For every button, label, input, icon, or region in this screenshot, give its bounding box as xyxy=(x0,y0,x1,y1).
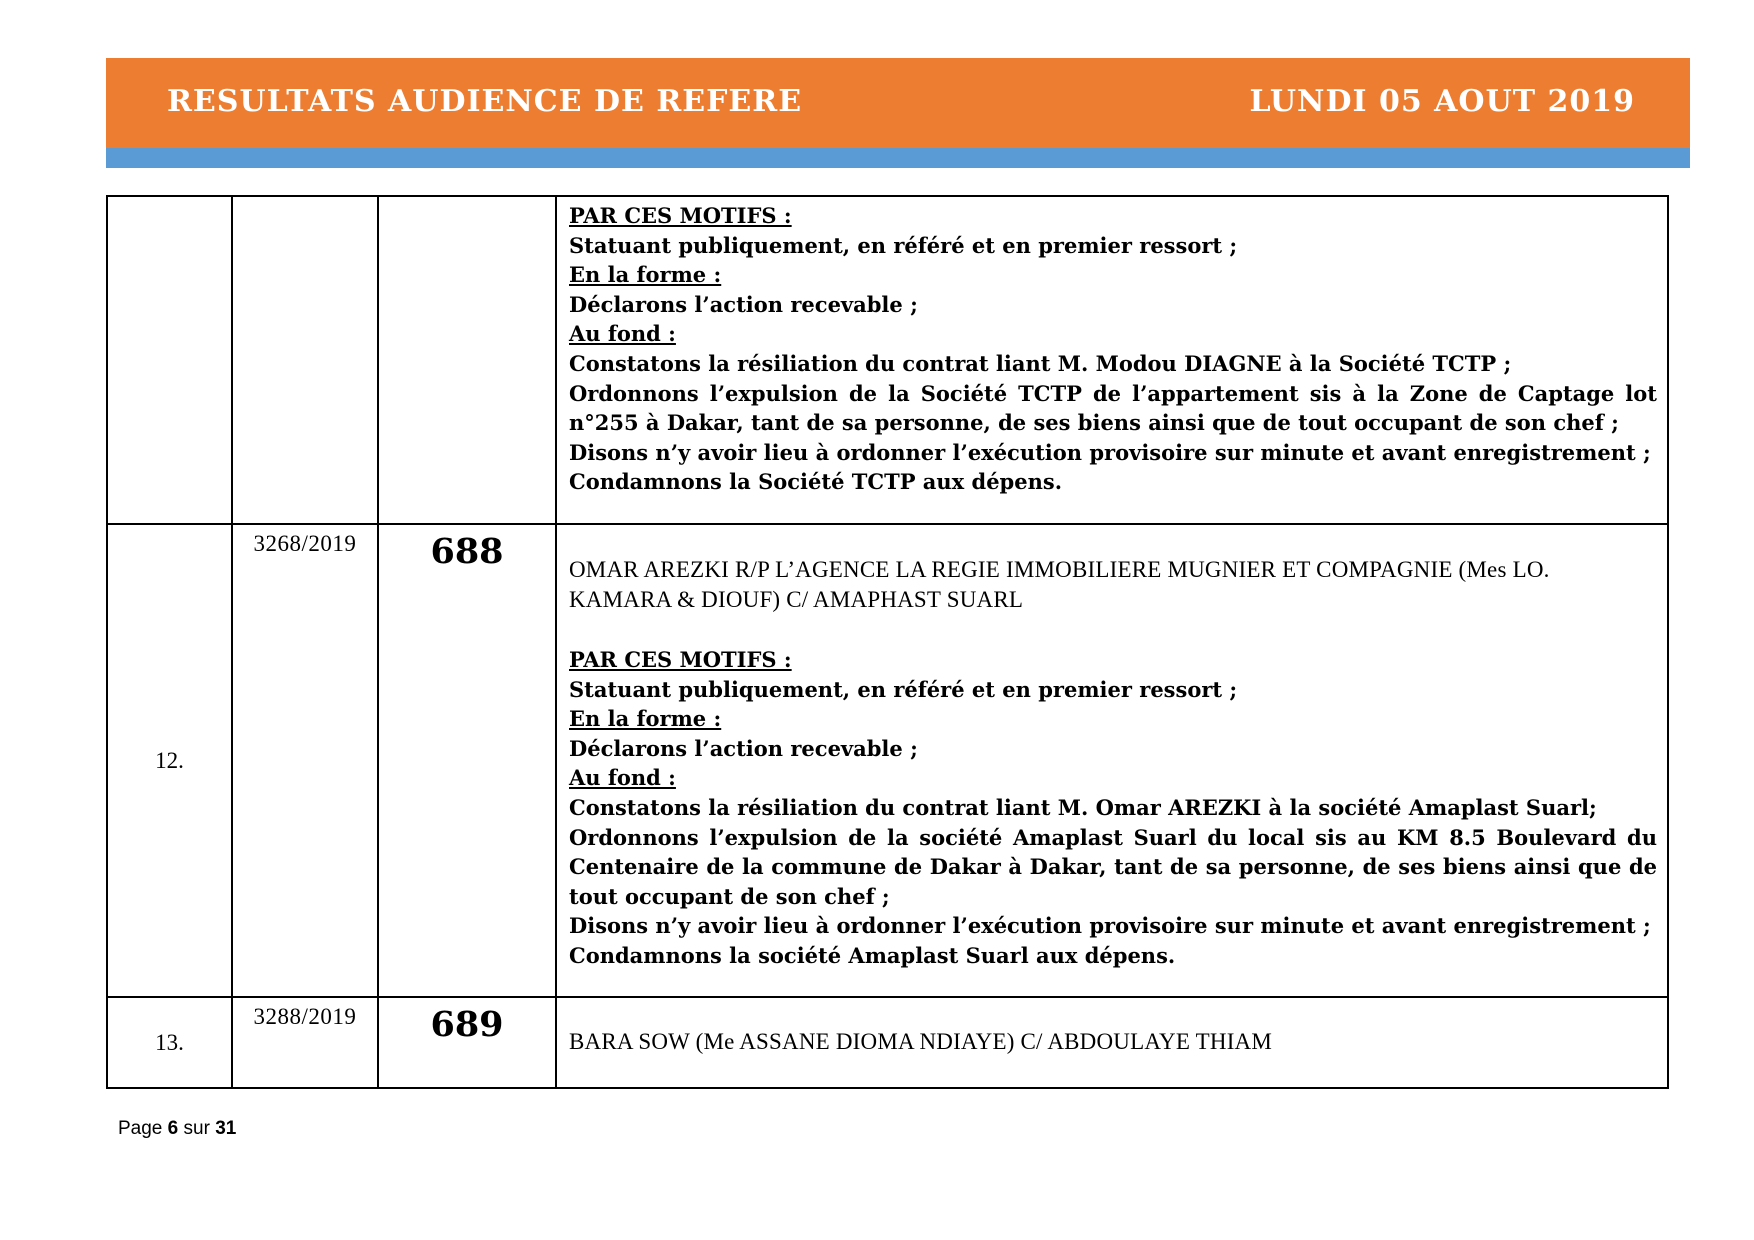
fond-line-1: Constatons la résiliation du contrat liant M. Omar AREZKI à la société Amaplast Suarl; xyxy=(569,794,1597,820)
statuant-line: Statuant publiquement, en référé et en premier ressort ; xyxy=(569,676,1238,702)
forme-line: Déclarons l’action recevable ; xyxy=(569,291,918,317)
case-parties: OMAR AREZKI R/P L’AGENCE LA REGIE IMMOBILIERE MUGNIER ET COMPAGNIE (Mes LO. KAMARA & DIOUF) C/ AMAPHAST SUARL xyxy=(569,557,1550,612)
forme-heading: En la forme : xyxy=(569,706,722,732)
role-number xyxy=(232,196,378,524)
ordonnance-number: 689 xyxy=(378,997,556,1088)
motifs-heading: PAR CES MOTIFS : xyxy=(569,647,792,672)
case-number: 12. xyxy=(107,524,232,997)
fond-line-1: Constatons la résiliation du contrat liant M. Modou DIAGNE à la Société TCTP ; xyxy=(569,350,1512,376)
page-prefix: Page xyxy=(118,1118,163,1139)
case-content xyxy=(556,997,1668,1088)
page-footer xyxy=(118,1118,236,1140)
spacer xyxy=(569,615,1657,645)
page-title: RESULTATS AUDIENCE DE REFERE xyxy=(167,84,803,119)
forme-heading: En la forme : xyxy=(569,262,722,288)
header-accent-strip xyxy=(106,148,1690,168)
motifs-heading: PAR CES MOTIFS : xyxy=(569,203,792,228)
ordonnance-number: 688 xyxy=(378,524,556,997)
results-table xyxy=(106,195,1669,1089)
table-row xyxy=(107,196,1668,524)
total-pages: 31 xyxy=(215,1118,237,1139)
fond-line-3: Disons n’y avoir lieu à ordonner l’exécution provisoire sur minute et avant enregistrement ; xyxy=(569,439,1651,465)
fond-line-4: Condamnons la Société TCTP aux dépens. xyxy=(569,469,1063,495)
ordonnance-number xyxy=(378,196,556,524)
role-number: 3268/2019 xyxy=(232,524,378,997)
forme-line: Déclarons l’action recevable ; xyxy=(569,735,918,761)
fond-line-2: Ordonnons l’expulsion de la société Amaplast Suarl du local sis au KM 8.5 Boulevard du Centenaire de la commune de Dakar à Dakar, tant de sa personne, de ses biens ainsi que de tout occupant de son chef ; xyxy=(569,824,1657,909)
fond-line-2: Ordonnons l’expulsion de la Société TCTP de l’appartement sis à la Zone de Captage lot n°255 à Dakar, tant de sa personne, de ses biens ainsi que de tout occupant de son chef ; xyxy=(569,380,1657,436)
fond-line-3: Disons n’y avoir lieu à ordonner l’exécution provisoire sur minute et avant enregistrement ; xyxy=(569,913,1651,939)
fond-heading: Au fond : xyxy=(569,321,676,347)
case-parties: BARA SOW (Me ASSANE DIOMA NDIAYE) C/ ABDOULAYE THIAM xyxy=(569,1028,1273,1054)
case-content xyxy=(556,524,1668,997)
fond-heading: Au fond : xyxy=(569,765,676,791)
table-row xyxy=(107,524,1668,997)
decision-block xyxy=(569,645,1657,971)
current-page: 6 xyxy=(167,1118,179,1139)
page-sur: sur xyxy=(183,1118,210,1139)
spacer xyxy=(569,529,1657,555)
table-row xyxy=(107,997,1668,1088)
case-content xyxy=(556,196,1668,524)
statuant-line: Statuant publiquement, en référé et en premier ressort ; xyxy=(569,232,1238,258)
case-number xyxy=(107,196,232,524)
hearing-date: LUNDI 05 AOUT 2019 xyxy=(1249,84,1635,119)
fond-line-4: Condamnons la société Amaplast Suarl aux dépens. xyxy=(569,942,1176,968)
case-number: 13. xyxy=(107,997,232,1088)
role-number: 3288/2019 xyxy=(232,997,378,1088)
decision-block xyxy=(569,201,1657,497)
